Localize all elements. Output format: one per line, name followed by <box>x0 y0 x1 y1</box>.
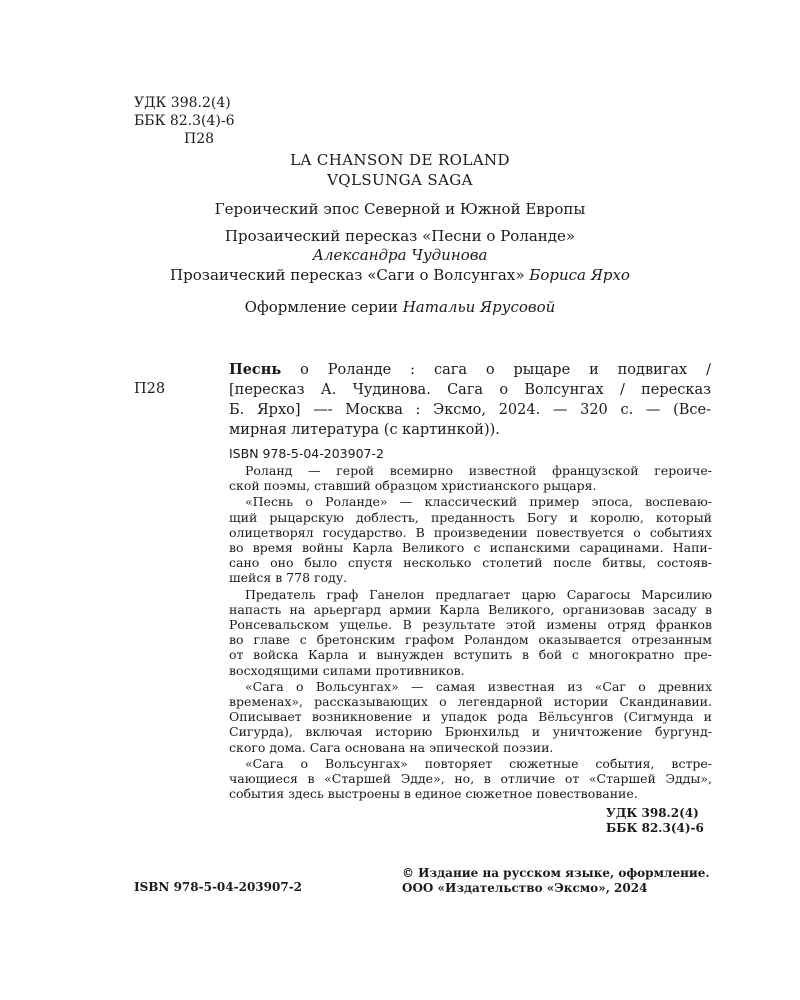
annotation-line: события здесь выстроены в единое сюжетное повествование. <box>229 786 638 802</box>
copyright-block <box>402 866 710 896</box>
original-title-2: VQLSUNGA SAGA <box>327 171 473 189</box>
retelling-1-author-line <box>0 245 800 265</box>
retelling-2-author: Бориса Ярхо <box>529 266 630 284</box>
design-author: Натальи Ярусовой <box>402 298 556 316</box>
series-subtitle: Героический эпос Северной и Южной Европы <box>214 200 586 218</box>
retelling-2-prefix: Прозаический пересказ «Саги о Волсунгах» <box>170 266 525 284</box>
udk-code: УДК 398.2(4) <box>134 95 231 111</box>
biblio-side-sign: П28 <box>134 381 166 397</box>
biblio-line-text: о Роланде : сага о рыцаре и подвигах / <box>281 362 711 378</box>
annotation-line: шейся в 778 году. <box>229 570 348 586</box>
annotation-paragraph <box>229 494 712 585</box>
annotation-line: напасть на арьергард армии Карла Великого, организовав засаду в <box>229 601 712 617</box>
biblio-line-text: [пересказ А. Чудинова. Сага о Волсунгах / пересказ <box>229 382 711 398</box>
retelling-1 <box>0 226 800 246</box>
design-prefix: Оформление серии <box>244 298 398 316</box>
biblio-line <box>229 380 711 400</box>
biblio-line <box>229 360 711 380</box>
isbn: ISBN 978-5-04-203907-2 <box>229 446 384 461</box>
annotation-paragraph <box>229 756 712 802</box>
bibliographic-record <box>229 360 711 440</box>
bottom-bbk: ББК 82.3(4)-6 <box>606 821 704 835</box>
annotation-line: Роланд — герой всемирно известной французской героиче- <box>245 463 712 478</box>
annotation-line: восходящими силами противников. <box>229 662 465 678</box>
annotation-line: щий рыцарскую доблесть, преданность Богу и королю, который <box>229 509 712 525</box>
retelling-2 <box>0 265 800 285</box>
annotation-line: «Сага о Вольсунгах» — самая известная из «Саг о древних <box>245 678 712 694</box>
annotation-line: во главе с бретонским графом Роландом оказывается отрезанным <box>229 632 712 648</box>
biblio-line-text: мирная литература (с картинкой)). <box>229 422 500 438</box>
biblio-bold-word: Песнь <box>229 361 282 378</box>
copyright-line-2: ООО «Издательство «Эксмо», 2024 <box>402 881 648 895</box>
annotation-line: олицетворял государство. В произведении повествуется о событиях <box>229 524 712 540</box>
annotation-line: «Сага о Вольсунгах» повторяет сюжетные события, встре- <box>245 755 712 771</box>
design-credit <box>0 297 800 317</box>
annotation-paragraph <box>229 463 712 493</box>
biblio-line-text: Б. Ярхо] —- Москва : Эксмо, 2024. — 320 с. — (Все- <box>229 402 711 418</box>
annotation-line: во время войны Карла Великого с испанскими сарацинами. Напи- <box>229 540 712 556</box>
annotation-line: временах», рассказывающих о легендарной истории Скандинавии. <box>229 694 712 710</box>
retelling-1-prefix: Прозаический пересказ «Песни о Роланде» <box>224 227 576 245</box>
bbk-code: ББК 82.3(4)-6 <box>134 113 235 129</box>
annotation-line: ской поэмы, ставший образцом христианского рыцаря. <box>229 478 597 494</box>
bottom-udk: УДК 398.2(4) <box>606 806 699 820</box>
author-sign: П28 <box>184 131 215 147</box>
annotation-line: чающиеся в «Старшей Эдде», но, в отличие от «Старшей Эдды», <box>229 771 712 787</box>
annotation-line: Ронсевальском ущелье. В результате этой измены отряд франков <box>229 617 712 633</box>
biblio-line <box>229 400 711 420</box>
annotation-line: ского дома. Сага основана на эпической поэзии. <box>229 739 554 755</box>
classification-block <box>134 94 235 148</box>
annotation-line: Сигурда), включая историю Брюнхильд и уничтожение бургунд- <box>229 724 712 740</box>
original-title-1: LA CHANSON DE ROLAND <box>290 151 510 169</box>
annotation-line: от войска Карла и вынужден вступить в бой с многократно пре- <box>229 647 712 663</box>
annotation-line: «Песнь о Роланде» — классический пример эпоса, воспеваю- <box>245 494 712 510</box>
annotation-line: Предатель граф Ганелон предлагает царю Сарагосы Марсилию <box>245 586 712 602</box>
annotation-paragraph <box>229 587 712 678</box>
biblio-line <box>229 420 711 440</box>
annotation-line: Описывает возникновение и упадок рода Вёльсунгов (Сигмунда и <box>229 709 712 725</box>
bottom-isbn: ISBN 978-5-04-203907-2 <box>134 880 303 894</box>
bottom-classification <box>606 806 704 836</box>
annotation <box>229 463 712 802</box>
annotation-paragraph <box>229 679 712 755</box>
copyright-line-1: © Издание на русском языке, оформление. <box>402 866 710 880</box>
retelling-1-author: Александра Чудинова <box>312 246 488 264</box>
annotation-line: сано оно было спустя несколько столетий после битвы, состояв- <box>229 555 712 571</box>
